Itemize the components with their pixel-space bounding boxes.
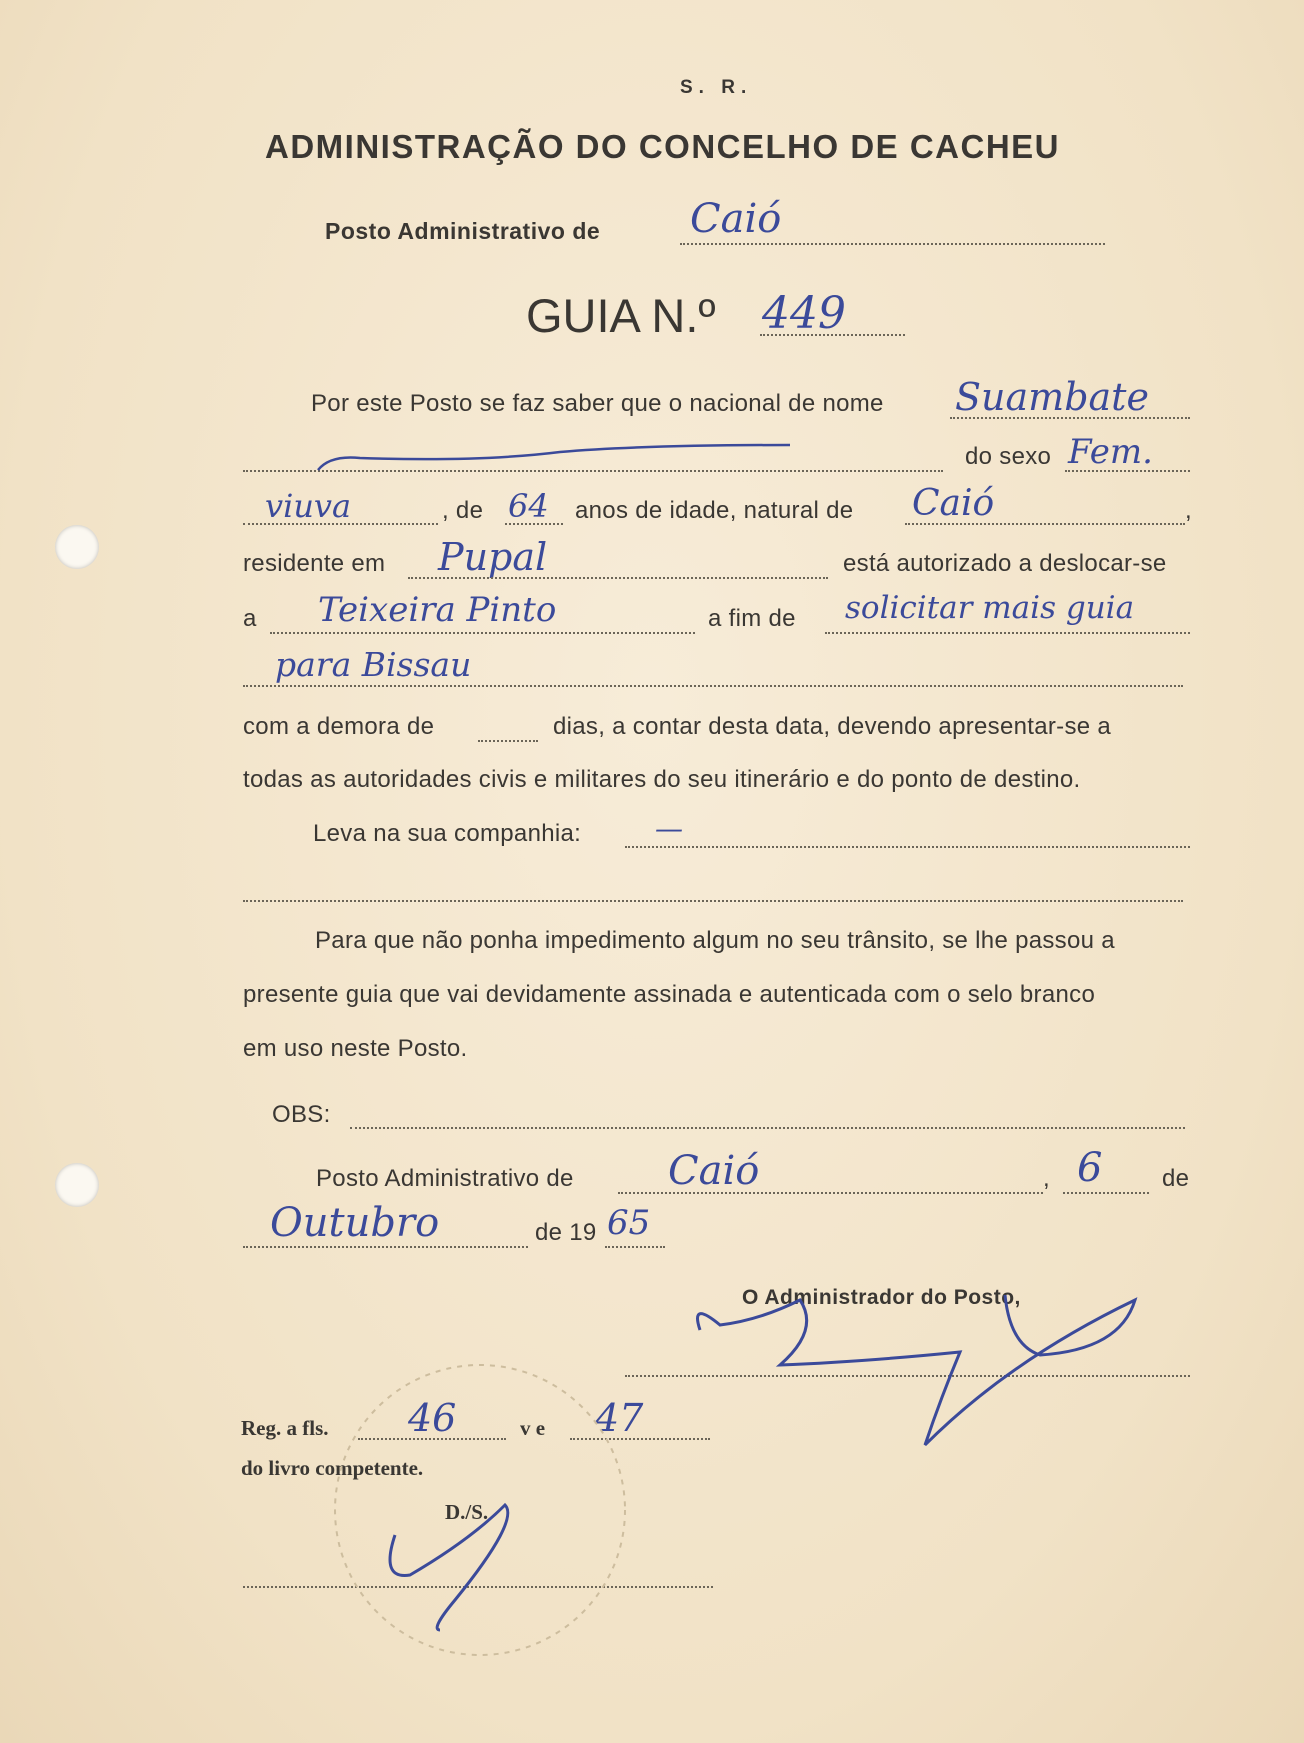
fim-value-2: para Bissau (275, 645, 472, 684)
idade-text: anos de idade, natural de (575, 497, 854, 524)
para-text-3: em uso neste Posto. (243, 1035, 468, 1062)
a-label: a (243, 605, 257, 632)
para-text-2: presente guia que vai devidamente assinada e autenticada com o selo branco (243, 981, 1096, 1008)
residente-label: residente em (243, 550, 386, 577)
ds-label: D./S. (445, 1500, 489, 1524)
residente-value: Pupal (438, 535, 548, 579)
obs-label: OBS: (272, 1101, 331, 1128)
date-de-label: de (1162, 1165, 1190, 1192)
de-label: , de (442, 497, 484, 524)
autoridades-text: todas as autoridades civis e militares do seu itinerário e do ponto de destino. (243, 766, 1081, 793)
sexo-label: do sexo (965, 443, 1052, 470)
date-comma: , (1043, 1165, 1050, 1192)
document-title: ADMINISTRAÇÃO DO CONCELHO DE CACHEU (265, 128, 1060, 165)
destino-value: Teixeira Pinto (318, 590, 557, 630)
reg-v-e-label: v e (520, 1416, 546, 1440)
comma: , (1185, 497, 1192, 524)
demora-label: com a demora de (243, 713, 435, 740)
date-year-suffix: 65 (607, 1203, 651, 1243)
fim-label: a fim de (708, 605, 796, 632)
date-month-value: Outubro (270, 1200, 440, 1246)
autorizado-text: está autorizado a deslocar-se (843, 550, 1167, 577)
reg-label: Reg. a fls. (241, 1416, 329, 1440)
reg-fls-1: 46 (408, 1396, 457, 1440)
demora-text: dias, a contar desta data, devendo apresentar-se a (553, 713, 1112, 740)
companhia-label: Leva na sua companhia: (313, 820, 582, 847)
date-day-value: 6 (1077, 1145, 1103, 1191)
sexo-value: Fem. (1068, 432, 1153, 472)
date-year-prefix: de 19 (535, 1219, 597, 1246)
name-dash-stroke (318, 445, 790, 470)
estado-value: viuva (265, 487, 352, 525)
header-initials: S. R. (680, 77, 753, 98)
idade-value: 64 (508, 487, 549, 525)
date-local-value: Caió (668, 1148, 760, 1194)
posto-label: Posto Administrativo de (325, 218, 601, 244)
line1-text: Por este Posto se faz saber que o nacional de nome (311, 390, 884, 417)
livro-label: do livro competente. (241, 1456, 424, 1480)
guia-number: 449 (762, 288, 846, 339)
reg-fls-2: 47 (595, 1396, 644, 1440)
companhia-value: — (655, 812, 683, 845)
natural-value: Caió (912, 483, 995, 524)
date-posto-label: Posto Administrativo de (316, 1165, 574, 1192)
administrator-signature (698, 1295, 1136, 1445)
administrador-label: O Administrador do Posto, (742, 1286, 1021, 1309)
embossed-seal (335, 1365, 625, 1655)
nome-value: Suambate (955, 375, 1149, 419)
fim-value-1: solicitar mais guia (845, 590, 1135, 626)
guia-label: GUIA N.º (526, 289, 716, 342)
para-text-1: Para que não ponha impedimento algum no seu trânsito, se lhe passou a (315, 927, 1115, 954)
ds-signature (390, 1505, 508, 1630)
posto-value: Caió (690, 196, 782, 242)
